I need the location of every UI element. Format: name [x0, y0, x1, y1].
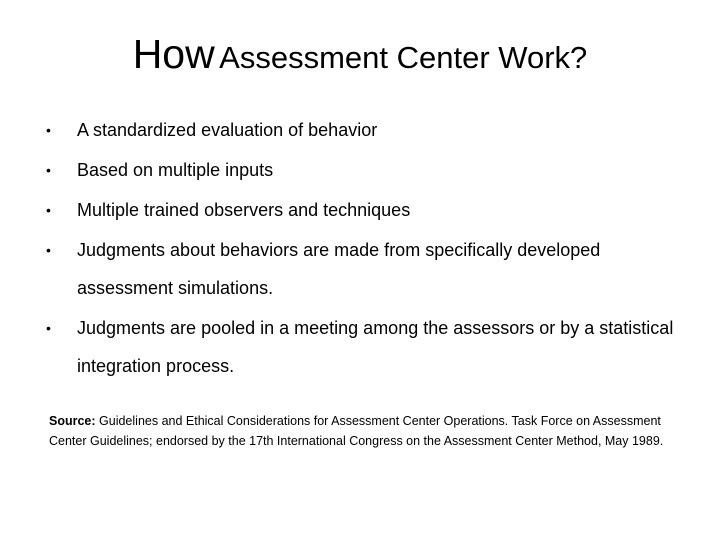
source-citation — [49, 411, 679, 451]
bullet-item — [46, 231, 686, 307]
bullet-text: Based on multiple inputs — [77, 160, 274, 180]
bullet-list — [46, 111, 686, 387]
bullet-text: A standardized evaluation of behavior — [77, 120, 378, 140]
bullet-marker: • — [46, 122, 51, 138]
bullet-marker: • — [46, 162, 51, 178]
bullet-text: Judgments about behaviors are made from specifically developed assessment simulations. — [77, 240, 601, 298]
slide-title — [0, 31, 720, 77]
bullet-marker: • — [46, 320, 51, 336]
bullet-marker: • — [46, 202, 51, 218]
bullet-marker: • — [46, 242, 51, 258]
slide-title-first-word: How — [132, 31, 215, 77]
source-label: Source: — [49, 414, 96, 428]
bullet-text: Judgments are pooled in a meeting among the assessors or by a statistical integration process. — [77, 318, 674, 376]
bullet-item — [46, 191, 686, 229]
bullet-item — [46, 111, 686, 149]
bullet-item — [46, 151, 686, 189]
bullet-text: Multiple trained observers and techniques — [77, 200, 411, 220]
slide-title-rest: Assessment Center Work? — [219, 40, 588, 75]
source-text: Guidelines and Ethical Considerations for Assessment Center Operations. Task Force on Assessment Center Guidelines; endorsed by the 17th International Congress on the Assessment Center Method, May 1989. — [49, 414, 664, 448]
bullet-item — [46, 309, 686, 385]
